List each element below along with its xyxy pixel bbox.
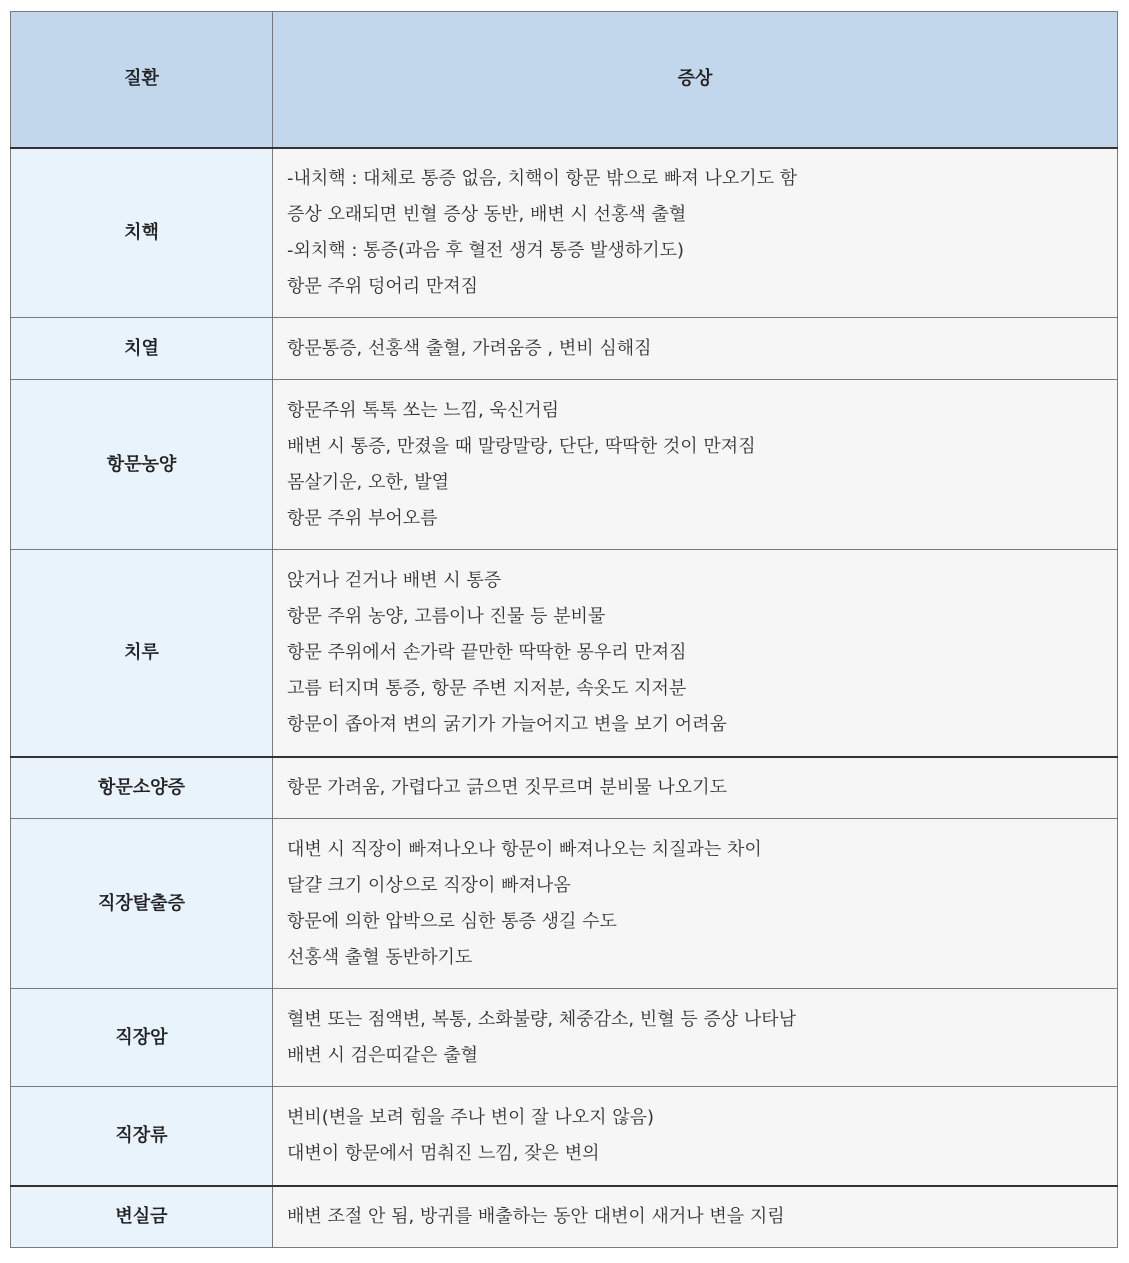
table-row bbox=[11, 550, 1118, 757]
table-row bbox=[11, 318, 1118, 380]
symptom-line: 달걀 크기 이상으로 직장이 빠져나옴 bbox=[287, 874, 571, 896]
symptom-cell bbox=[273, 989, 1118, 1087]
table-row bbox=[11, 989, 1118, 1087]
disease-name: 직장류 bbox=[11, 1087, 273, 1186]
table-row bbox=[11, 819, 1118, 989]
symptom-line: 항문 주위 농양, 고름이나 진물 등 분비물 bbox=[287, 605, 606, 627]
symptom-line: 배변 조절 안 됨, 방귀를 배출하는 동안 대변이 새거나 변을 지림 bbox=[287, 1205, 785, 1227]
disease-name: 치열 bbox=[11, 318, 273, 380]
symptom-line: 항문 주위 부어오름 bbox=[287, 507, 438, 529]
symptom-line: 혈변 또는 점액변, 복통, 소화불량, 체중감소, 빈혈 등 증상 나타남 bbox=[287, 1008, 797, 1030]
disease-name: 직장암 bbox=[11, 989, 273, 1087]
symptom-line: 대변이 항문에서 멈춰진 느낌, 잦은 변의 bbox=[287, 1142, 600, 1164]
disease-name: 직장탈출증 bbox=[11, 819, 273, 989]
table-row bbox=[11, 1087, 1118, 1186]
symptom-cell bbox=[273, 1087, 1118, 1186]
symptom-cell bbox=[273, 550, 1118, 757]
table-row bbox=[11, 1186, 1118, 1248]
header-symptoms: 증상 bbox=[273, 12, 1118, 148]
symptom-cell bbox=[273, 757, 1118, 819]
symptom-line: 항문주위 톡톡 쏘는 느낌, 욱신거림 bbox=[287, 399, 560, 421]
symptom-line: 앉거나 걷거나 배변 시 통증 bbox=[287, 569, 502, 591]
header-disease: 질환 bbox=[11, 12, 273, 148]
symptom-line: 항문 주위에서 손가락 끝만한 딱딱한 몽우리 만져짐 bbox=[287, 641, 687, 663]
symptom-line: 선홍색 출혈 동반하기도 bbox=[287, 946, 473, 968]
symptom-cell bbox=[273, 1186, 1118, 1248]
symptom-cell bbox=[273, 148, 1118, 318]
symptom-line: 배변 시 통증, 만졌을 때 말랑말랑, 단단, 딱딱한 것이 만져짐 bbox=[287, 435, 756, 457]
symptom-line: 배변 시 검은띠같은 출혈 bbox=[287, 1044, 479, 1066]
symptom-line: 변비(변을 보려 힘을 주나 변이 잘 나오지 않음) bbox=[287, 1106, 655, 1128]
table-row bbox=[11, 757, 1118, 819]
symptom-line: 대변 시 직장이 빠져나오나 항문이 빠져나오는 치질과는 차이 bbox=[287, 838, 762, 860]
disease-symptom-table bbox=[10, 11, 1118, 1248]
symptom-line: 증상 오래되면 빈혈 증상 동반, 배변 시 선홍색 출혈 bbox=[287, 203, 687, 225]
symptom-line: 고름 터지며 통증, 항문 주변 지저분, 속옷도 지저분 bbox=[287, 677, 687, 699]
symptom-line: 항문통증, 선홍색 출혈, 가려움증 , 변비 심해짐 bbox=[287, 337, 652, 359]
symptom-line: -내치핵 : 대체로 통증 없음, 치핵이 항문 밖으로 빠져 나오기도 함 bbox=[287, 167, 798, 189]
table-header-row bbox=[11, 12, 1118, 148]
symptom-line: 항문이 좁아져 변의 굵기가 가늘어지고 변을 보기 어려움 bbox=[287, 713, 727, 735]
symptom-line: 항문 가려움, 가렵다고 긁으면 짓무르며 분비물 나오기도 bbox=[287, 776, 727, 798]
disease-name: 치핵 bbox=[11, 148, 273, 318]
disease-name: 항문농양 bbox=[11, 380, 273, 550]
symptom-cell bbox=[273, 819, 1118, 989]
table-row bbox=[11, 380, 1118, 550]
table-row bbox=[11, 148, 1118, 318]
disease-name: 변실금 bbox=[11, 1186, 273, 1248]
disease-name: 치루 bbox=[11, 550, 273, 757]
symptom-cell bbox=[273, 380, 1118, 550]
symptom-line: 항문에 의한 압박으로 심한 통증 생길 수도 bbox=[287, 910, 617, 932]
symptom-line: 항문 주위 덩어리 만져짐 bbox=[287, 275, 479, 297]
symptom-line: 몸살기운, 오한, 발열 bbox=[287, 471, 449, 493]
symptom-cell bbox=[273, 318, 1118, 380]
disease-name: 항문소양증 bbox=[11, 757, 273, 819]
symptom-line: -외치핵 : 통증(과음 후 혈전 생겨 통증 발생하기도) bbox=[287, 239, 685, 261]
